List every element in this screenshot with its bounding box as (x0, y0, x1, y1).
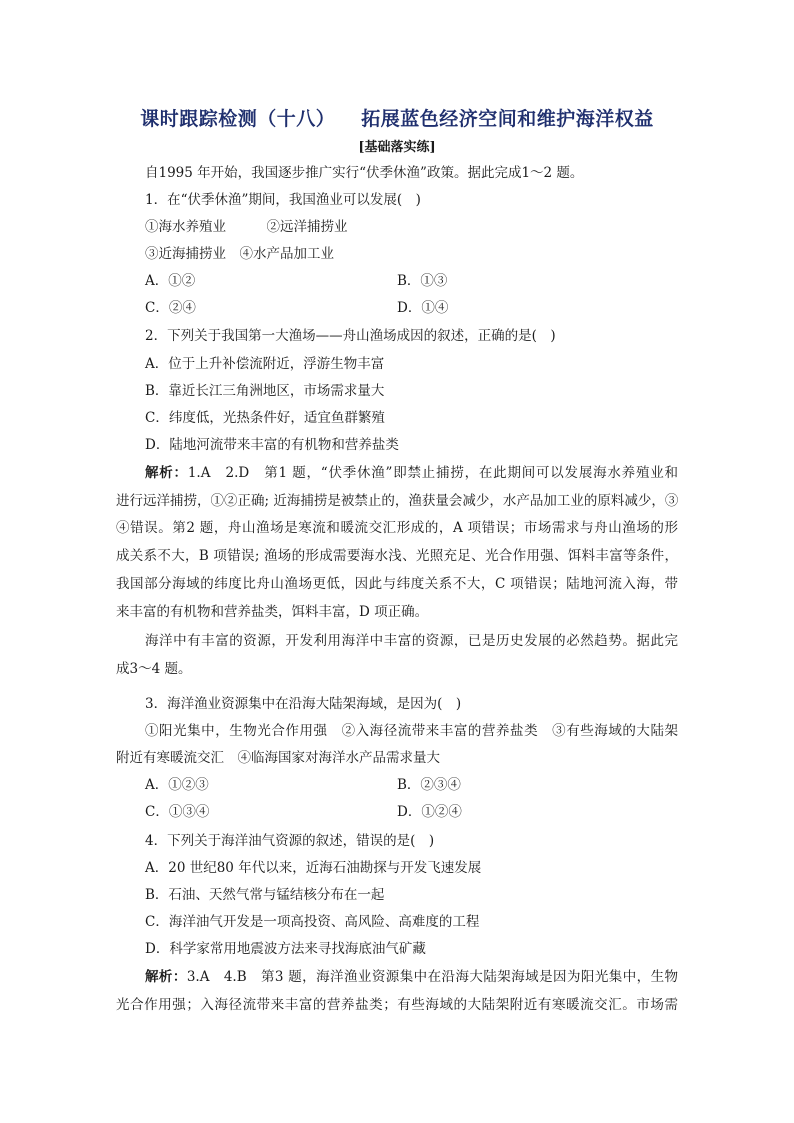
q1-choice-d: D．①④ (397, 300, 449, 316)
q3-choice-a: A．①②③ (145, 777, 209, 793)
analysis-1-text-1: 1.A 2.D 第1 题，“伏季休渔”即禁止捕捞，在此期间可以发展海水养殖业和 (187, 465, 678, 481)
intro-q1-2: 自1995 年开始，我国逐步推广实行“伏季休渔”政策。据此完成1～2 题。 (145, 165, 584, 181)
q4-choice-a: A．20 世纪80 年代以来，近海石油勘探与开发飞速发展 (145, 860, 482, 876)
analysis-2-text-1: 3.A 4.B 第3 题，海洋渔业资源集中在沿海大陆架海域是因为阳光集中，生物 (186, 969, 679, 985)
q3-options-line-1: ①阳光集中，生物光合作用强 ②入海径流带来丰富的营养盐类 ③有些海域的大陆架 (145, 723, 678, 739)
section-label: [基础落实练] (358, 140, 436, 155)
analysis-2-line-1 (145, 968, 678, 986)
analysis-1-line-3: ④错误。第2 题，舟山渔场是寒流和暖流交汇形成的，A 项错误；市场需求与舟山渔场的形 (116, 520, 678, 536)
q4-choice-b: B．石油、天然气常与锰结核分布在一起 (145, 887, 385, 903)
q3-choice-d: D．①②④ (397, 804, 462, 820)
q4-choice-d: D．科学家常用地震波方法来寻找海底油气矿藏 (145, 941, 426, 957)
analysis-1-line-1 (145, 464, 678, 482)
analysis-1-line-6: 来丰富的有机物和营养盐类，饵料丰富，D 项正确。 (116, 604, 429, 620)
q3-choice-c: C．①③④ (145, 804, 210, 820)
q2-choice-d: D．陆地河流带来丰富的有机物和营养盐类 (145, 437, 399, 453)
q3-choice-b: B．②③④ (397, 777, 461, 793)
q2-stem: 2．下列关于我国第一大渔场——舟山渔场成因的叙述，正确的是( ) (145, 328, 556, 344)
analysis-2-line-2: 光合作用强；入海径流带来丰富的营养盐类；有些海域的大陆架附近有寒暖流交汇。市场需 (116, 997, 678, 1013)
q1-choice-a: A．①② (145, 273, 196, 289)
q2-choice-c: C．纬度低，光热条件好，适宜鱼群繁殖 (145, 410, 385, 426)
q4-stem: 4．下列关于海洋油气资源的叙述，错误的是( ) (145, 833, 435, 849)
q3-options-line-2: 附近有寒暖流交汇 ④临海国家对海洋水产品需求量大 (116, 750, 440, 766)
q3-stem: 3．海洋渔业资源集中在沿海大陆架海域，是因为( ) (145, 696, 462, 712)
analysis-1-line-5: 我国部分海域的纬度比舟山渔场更低，因此与纬度关系不大，C 项错误；陆地河流入海，带 (116, 576, 678, 592)
q1-choice-b: B．①③ (397, 273, 448, 289)
analysis-1-line-4: 成关系不大，B 项错误; 渔场的形成需要海水浅、光照充足、光合作用强、饵料丰富等条件， (116, 548, 678, 564)
q1-stem: 1．在“伏季休渔”期间，我国渔业可以发展( ) (145, 192, 421, 208)
q4-choice-c: C．海洋油气开发是一项高投资、高风险、高难度的工程 (145, 914, 480, 930)
analysis-label: 解析： (145, 969, 187, 985)
title-part-2: 拓展蓝色经济空间和维护海洋权益 (361, 108, 654, 130)
q2-choice-a: A．位于上升补偿流附近，浮游生物丰富 (145, 356, 385, 372)
intro-q3-4-line-2: 成3～4 题。 (116, 661, 192, 677)
q1-choice-c: C．②④ (145, 300, 196, 316)
q2-choice-b: B．靠近长江三角洲地区，市场需求量大 (145, 383, 385, 399)
title-part-1: 课时跟踪检测（十八） (140, 108, 336, 130)
document-title (0, 104, 794, 131)
analysis-label: 解析： (145, 465, 188, 481)
analysis-1-line-2: 进行远洋捕捞，①②正确; 近海捕捞是被禁止的，渔获量会减少，水产品加工业的原料减少，③ (116, 493, 679, 509)
q1-options-line-2: ③近海捕捞业 ④水产品加工业 (145, 246, 334, 262)
intro-q3-4-line-1: 海洋中有丰富的资源，开发利用海洋中丰富的资源，已是历史发展的必然趋势。据此完 (145, 633, 678, 649)
q1-options-line-1: ①海水养殖业 ②远洋捕捞业 (145, 219, 348, 235)
